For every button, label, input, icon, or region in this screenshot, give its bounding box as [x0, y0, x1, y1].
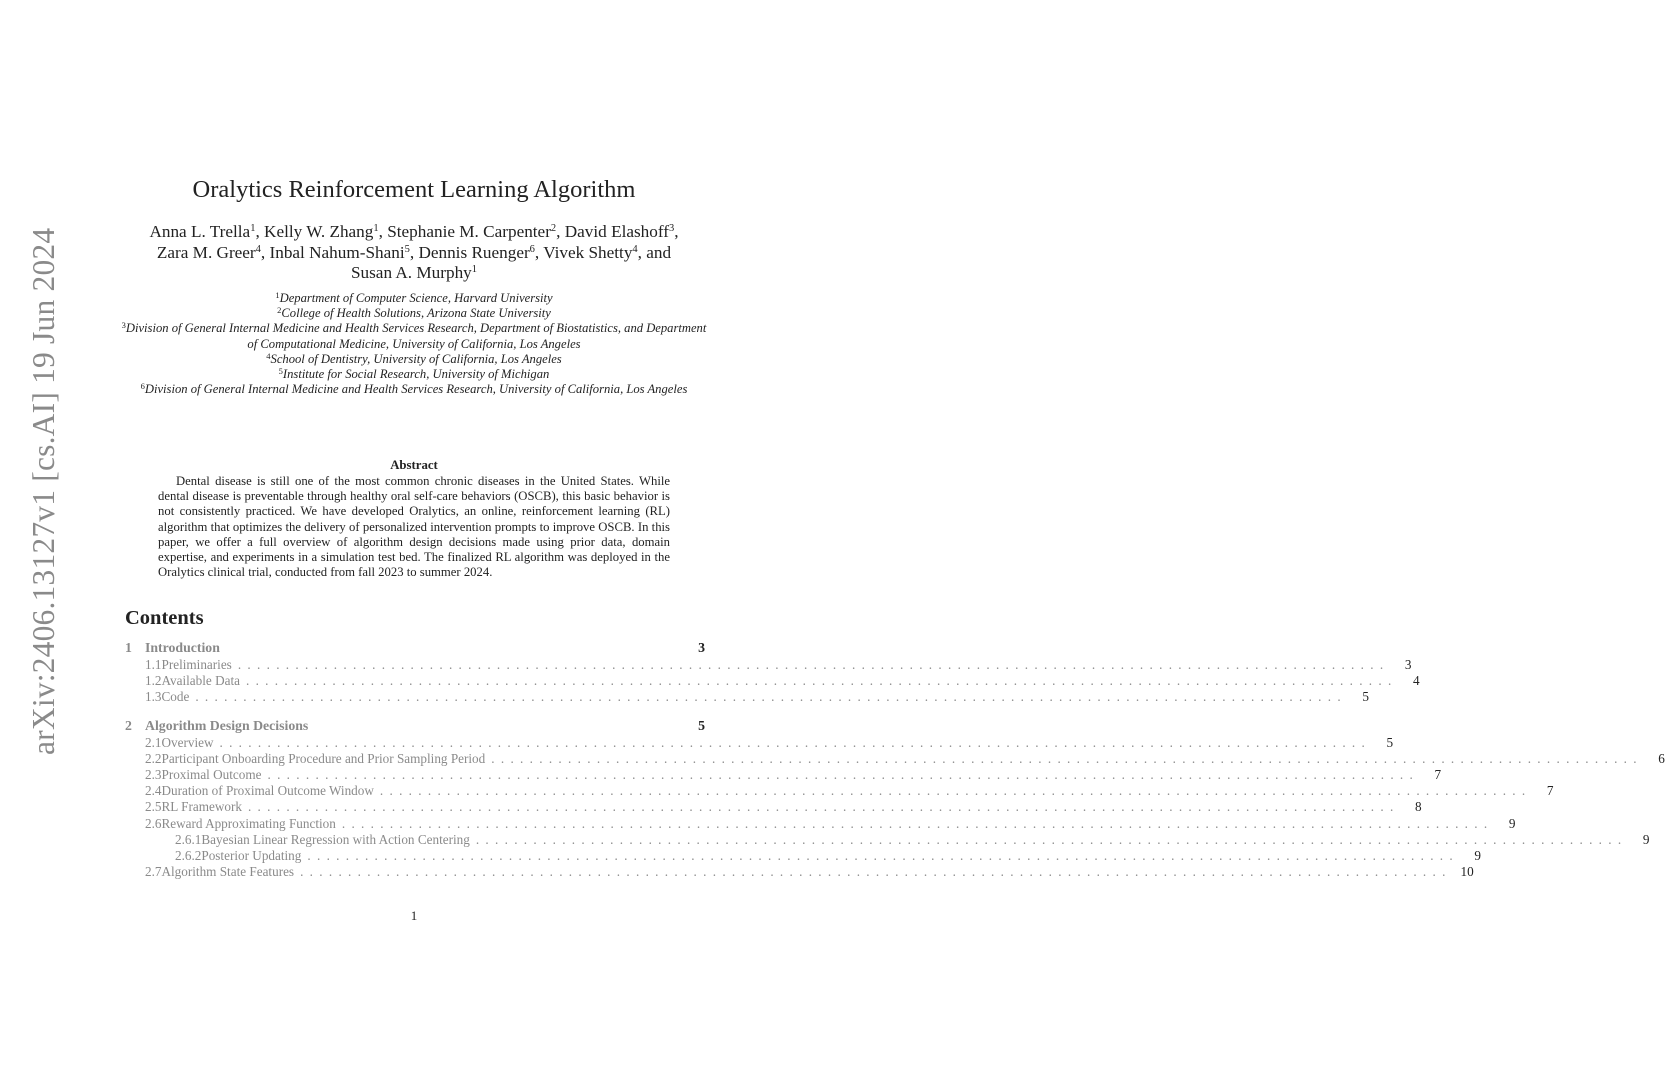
affiliation-marker: 1: [471, 264, 478, 275]
author-name: [351, 263, 477, 282]
author-name-text: Dennis Ruenger: [418, 242, 530, 262]
toc-entry-title[interactable]: Algorithm State Features: [161, 864, 295, 880]
author-name: [543, 243, 637, 262]
affiliation-number: 4: [266, 350, 271, 361]
affiliation-text: School of Dentistry, University of California, Los Angeles: [270, 351, 562, 366]
toc-entry-page: 7: [1546, 783, 1554, 799]
affiliation-line: [120, 367, 708, 382]
affiliation-text: College of Health Solutions, Arizona State University: [281, 306, 551, 321]
affiliation-text: Institute for Social Research, University of Michigan: [282, 367, 550, 382]
toc-leader-dots: ........................................................................................................................: [219, 734, 1372, 750]
toc-entry-title[interactable]: Participant Onboarding Procedure and Prior Sampling Period: [161, 750, 486, 766]
toc-entry-page: 6: [1658, 750, 1665, 766]
toc-leader-dots: ........................................................................................................................: [195, 689, 1347, 705]
abstract-text: Dental disease is still one of the most common chronic diseases in the United States. While dental disease is preventable through healthy oral self-care behaviors (OSCB), this basic behavior is not consistently practiced. We have developed Oralytics, an online, reinforcement learning (RL) algorithm that optimizes the delivery of personalized intervention prompts to improve OSCB. In this paper, we offer a full overview of algorithm design decisions made using prior data, domain expertise, and experiments in a simulation test bed. The finalized RL algorithm was deployed in the Oralytics clinical trial, conducted from fall 2023 to summer 2024.: [158, 474, 670, 580]
author-name: [264, 222, 379, 241]
affiliation-line: [120, 352, 708, 367]
paper-title: Oralytics Reinforcement Learning Algorithm: [192, 176, 636, 203]
arxiv-identifier: arXiv:2406.13127v1 [cs.AI] 19 Jun 2024: [26, 227, 61, 755]
toc-entry-title[interactable]: Reward Approximating Function: [161, 815, 336, 831]
toc-leader-dots: ........................................................................................................................: [237, 657, 1390, 672]
author-name-text: Kelly W. Zhang: [264, 222, 374, 241]
toc-entry[interactable]: [125, 783, 1554, 799]
affiliation-marker: 5: [404, 243, 410, 255]
toc-leader-dots: ........................................................................................................................: [491, 750, 1643, 766]
affiliation-number: 5: [278, 366, 283, 377]
affiliation-line: [120, 291, 708, 306]
table-of-contents: [125, 640, 1665, 880]
author-name: [149, 222, 255, 241]
toc-entry[interactable]: [125, 673, 1420, 689]
toc-entry[interactable]: [125, 864, 1474, 880]
toc-entry[interactable]: [125, 718, 705, 735]
affiliation-text: Division of General Internal Medicine and Health Services Research, University of California, Los Angeles: [144, 382, 688, 397]
author-separator: ,: [255, 222, 265, 241]
affiliation-marker: 2: [550, 223, 557, 234]
affiliation-number: 6: [140, 381, 145, 392]
toc-entry-number: 2.6.2: [175, 847, 202, 863]
toc-leader-dots: ........................................................................................................................: [300, 864, 1452, 880]
author-separator: , and: [637, 242, 672, 262]
author-separator: ,: [378, 222, 388, 241]
author-name-text: Vivek Shetty: [543, 242, 633, 262]
author-name: [387, 222, 556, 241]
affiliation-list: [120, 291, 708, 397]
toc-entry-number: 2.5: [145, 799, 162, 815]
toc-entry-page: 5: [698, 717, 705, 733]
toc-entry[interactable]: [125, 657, 1412, 673]
toc-entry-number: 2.7: [145, 864, 162, 880]
author-separator: ,: [674, 222, 679, 241]
affiliation-marker: 1: [373, 223, 379, 234]
toc-entry-title[interactable]: RL Framework: [161, 799, 242, 815]
toc-entry-title[interactable]: Code: [161, 689, 190, 705]
toc-entry-page: 4: [1413, 673, 1420, 689]
toc-leader-dots: ........................................................................................................................: [307, 847, 1459, 863]
page-number: 1: [410, 908, 418, 923]
author-name: [418, 243, 534, 262]
affiliation-number: 3: [121, 320, 126, 331]
affiliation-marker: 4: [632, 243, 638, 255]
affiliation-marker: 4: [255, 243, 261, 255]
toc-entry[interactable]: [125, 734, 1394, 751]
toc-entry[interactable]: [125, 815, 1516, 832]
affiliation-marker: 6: [529, 243, 535, 255]
author-list: [120, 222, 708, 284]
affiliation-line: [120, 306, 708, 321]
toc-entry-title[interactable]: Overview: [161, 734, 214, 750]
toc-entry-page: 9: [1508, 815, 1516, 831]
toc-entry-number: 2.4: [145, 783, 162, 799]
toc-entry-number: 2.2: [145, 750, 162, 766]
toc-entry-number: 2.3: [145, 766, 162, 782]
toc-entry-title[interactable]: Proximal Outcome: [161, 766, 262, 782]
author-name-text: Stephanie M. Carpenter: [387, 222, 551, 241]
author-separator: ,: [534, 242, 544, 262]
toc-entry-title[interactable]: Introduction: [145, 640, 220, 655]
affiliation-number: 1: [275, 290, 280, 300]
toc-entry[interactable]: [125, 766, 1442, 783]
toc-entry[interactable]: [125, 750, 1665, 767]
toc-leader-dots: ........................................................................................................................: [247, 799, 1400, 815]
toc-leader-dots: ........................................................................................................................: [379, 783, 1532, 799]
toc-entry-number: 2: [125, 717, 132, 733]
contents-heading: Contents: [125, 607, 204, 629]
toc-entry-number: 1.2: [145, 673, 162, 689]
toc-entry[interactable]: [125, 847, 1481, 864]
affiliation-marker: 1: [250, 223, 256, 234]
author-separator: ,: [260, 242, 270, 262]
toc-entry[interactable]: [125, 799, 1422, 815]
author-name-text: David Elashoff: [564, 222, 669, 241]
toc-entry-page: 5: [1386, 734, 1394, 750]
toc-entry-number: 1: [125, 640, 132, 655]
toc-leader-dots: ........................................................................................................................: [475, 831, 1628, 847]
affiliation-text: Division of General Internal Medicine and Health Services Research, Department of Biostatistics, and Department of Computational Medicine, University of California, Los Angeles: [125, 321, 707, 351]
affiliation-marker: 3: [668, 223, 675, 234]
author-name-text: Anna L. Trella: [149, 222, 251, 241]
author-name: [157, 243, 261, 262]
toc-leader-dots: ........................................................................................................................: [267, 766, 1420, 782]
toc-entry-page: 5: [1362, 689, 1369, 705]
toc-entry-title[interactable]: Available Data: [161, 673, 240, 689]
author-name-text: Inbal Nahum-Shani: [269, 242, 405, 262]
toc-entry-page: 9: [1642, 831, 1650, 847]
affiliation-line: [120, 382, 708, 397]
author-name: [565, 222, 674, 241]
toc-entry[interactable]: [125, 689, 1369, 705]
toc-entry-title[interactable]: Posterior Updating: [201, 847, 302, 863]
author-separator: ,: [409, 242, 419, 262]
toc-entry-number: 1.3: [145, 689, 162, 705]
toc-entry[interactable]: [125, 831, 1650, 848]
affiliation-line: [120, 321, 708, 351]
author-name-text: Zara M. Greer: [156, 242, 256, 262]
affiliation-text: Department of Computer Science, Harvard University: [279, 291, 553, 305]
toc-entry-number: 2.6: [145, 815, 162, 831]
toc-entry-title[interactable]: Algorithm Design Decisions: [145, 717, 309, 733]
toc-entry-page: 8: [1414, 799, 1422, 815]
toc-leader-dots: ........................................................................................................................: [341, 815, 1494, 831]
toc-entry-page: 10: [1460, 864, 1474, 880]
toc-entry-number: 2.1: [145, 734, 162, 750]
toc-entry-number: 2.6.1: [175, 831, 202, 847]
toc-entry-title[interactable]: Duration of Proximal Outcome Window: [161, 783, 374, 799]
toc-entry[interactable]: [125, 640, 705, 657]
toc-leader-dots: ........................................................................................................................: [245, 673, 1398, 689]
author-name-text: Susan A. Murphy: [350, 263, 472, 282]
toc-entry-title[interactable]: Preliminaries: [161, 657, 232, 672]
toc-entry-page: 3: [1404, 657, 1412, 672]
toc-entry-page: 9: [1474, 847, 1481, 863]
toc-entry-number: 1.1: [145, 657, 162, 672]
toc-entry-title[interactable]: Bayesian Linear Regression with Action Centering: [201, 831, 470, 847]
author-separator: ,: [556, 222, 565, 241]
affiliation-number: 2: [277, 305, 282, 316]
abstract-heading: Abstract: [390, 458, 438, 472]
toc-entry-page: 3: [698, 640, 705, 655]
author-name: [270, 243, 410, 262]
toc-entry-page: 7: [1434, 766, 1442, 782]
